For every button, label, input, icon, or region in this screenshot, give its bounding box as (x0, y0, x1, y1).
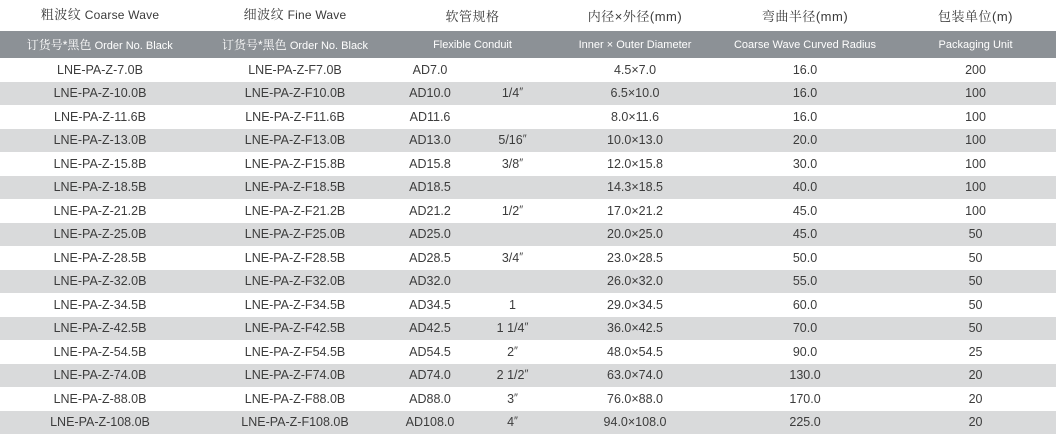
cell-inch-size: 1 1/4″ (470, 317, 555, 341)
cell-packaging-unit: 20 (895, 364, 1056, 388)
cell-fine-order-no: LNE-PA-Z-F34.5B (200, 293, 390, 317)
inch-mark: ″ (524, 321, 528, 333)
cell-packaging-unit: 100 (895, 82, 1056, 106)
table-row (0, 199, 1056, 223)
cell-fine-order-no: LNE-PA-Z-F74.0B (200, 364, 390, 388)
cell-curved-radius: 55.0 (715, 270, 895, 294)
table-row (0, 317, 1056, 341)
cell-coarse-order-no: LNE-PA-Z-28.5B (0, 246, 200, 270)
cell-coarse-order-no: LNE-PA-Z-25.0B (0, 223, 200, 247)
inch-mark: ″ (519, 157, 523, 169)
subheader-curved-radius (715, 31, 895, 59)
inch-mark: ″ (519, 204, 523, 216)
cell-curved-radius: 16.0 (715, 58, 895, 82)
cell-coarse-order-no: LNE-PA-Z-32.0B (0, 270, 200, 294)
cell-packaging-unit: 20 (895, 411, 1056, 434)
cell-flexible-conduit: AD7.0 (390, 58, 470, 82)
cell-flexible-conduit: AD21.2 (390, 199, 470, 223)
header-curved-radius (715, 0, 895, 31)
inch-mark: ″ (519, 251, 523, 263)
cell-diameter: 36.0×42.5 (555, 317, 715, 341)
cell-flexible-conduit: AD11.6 (390, 105, 470, 129)
subheader-coarse-order-no (0, 31, 200, 59)
cell-flexible-conduit: AD88.0 (390, 387, 470, 411)
cell-coarse-order-no: LNE-PA-Z-11.6B (0, 105, 200, 129)
cell-inch-size: 4″ (470, 411, 555, 434)
cell-fine-order-no: LNE-PA-Z-F108.0B (200, 411, 390, 434)
cell-fine-order-no: LNE-PA-Z-F54.5B (200, 340, 390, 364)
cell-diameter: 20.0×25.0 (555, 223, 715, 247)
cell-coarse-order-no: LNE-PA-Z-108.0B (0, 411, 200, 434)
cell-packaging-unit: 100 (895, 129, 1056, 153)
header-flexible-conduit (390, 0, 555, 31)
table-row (0, 129, 1056, 153)
cell-flexible-conduit: AD108.0 (390, 411, 470, 434)
subheader-curved-radius-en: Coarse Wave Curved Radius (734, 39, 876, 51)
cell-inch-size: 3/8″ (470, 152, 555, 176)
cell-flexible-conduit: AD18.5 (390, 176, 470, 200)
header-packaging-unit (895, 0, 1056, 31)
cell-curved-radius: 16.0 (715, 105, 895, 129)
cell-curved-radius: 225.0 (715, 411, 895, 434)
inch-mark: ″ (524, 368, 528, 380)
cell-packaging-unit: 100 (895, 152, 1056, 176)
cell-flexible-conduit: AD15.8 (390, 152, 470, 176)
table-row (0, 105, 1056, 129)
header-curved-radius-cn: 弯曲半径(mm) (762, 9, 848, 24)
cell-fine-order-no: LNE-PA-Z-F28.5B (200, 246, 390, 270)
cell-packaging-unit: 50 (895, 270, 1056, 294)
cell-fine-order-no: LNE-PA-Z-F15.8B (200, 152, 390, 176)
subheader-coarse-order-no-en: Order No. Black (95, 40, 173, 52)
cell-diameter: 4.5×7.0 (555, 58, 715, 82)
table-row (0, 293, 1056, 317)
cell-packaging-unit: 25 (895, 340, 1056, 364)
cell-fine-order-no: LNE-PA-Z-F11.6B (200, 105, 390, 129)
header-coarse-wave (0, 0, 200, 31)
cell-diameter: 17.0×21.2 (555, 199, 715, 223)
table-row (0, 246, 1056, 270)
inch-mark: ″ (514, 392, 518, 404)
inch-mark: ″ (514, 345, 518, 357)
table-header-top-row (0, 0, 1056, 31)
cell-fine-order-no: LNE-PA-Z-F7.0B (200, 58, 390, 82)
cell-inch-size: 1 (470, 293, 555, 317)
cell-curved-radius: 50.0 (715, 246, 895, 270)
cell-flexible-conduit: AD74.0 (390, 364, 470, 388)
table-row (0, 364, 1056, 388)
cell-inch-size (470, 105, 555, 129)
cell-flexible-conduit: AD34.5 (390, 293, 470, 317)
cell-diameter: 63.0×74.0 (555, 364, 715, 388)
header-coarse-wave-en: Coarse Wave (85, 8, 159, 22)
table-row (0, 176, 1056, 200)
cell-inch-size (470, 270, 555, 294)
cell-curved-radius: 30.0 (715, 152, 895, 176)
cell-flexible-conduit: AD13.0 (390, 129, 470, 153)
cell-diameter: 14.3×18.5 (555, 176, 715, 200)
cell-curved-radius: 40.0 (715, 176, 895, 200)
cell-coarse-order-no: LNE-PA-Z-42.5B (0, 317, 200, 341)
table-row (0, 411, 1056, 434)
cell-inch-size (470, 176, 555, 200)
cell-curved-radius: 45.0 (715, 223, 895, 247)
subheader-diameter-en: Inner × Outer Diameter (579, 39, 692, 51)
cell-inch-size (470, 223, 555, 247)
subheader-flexible-conduit-en: Flexible Conduit (433, 39, 512, 51)
cell-packaging-unit: 50 (895, 317, 1056, 341)
cell-inch-size: 2 1/2″ (470, 364, 555, 388)
cell-coarse-order-no: LNE-PA-Z-54.5B (0, 340, 200, 364)
cell-diameter: 94.0×108.0 (555, 411, 715, 434)
cell-fine-order-no: LNE-PA-Z-F18.5B (200, 176, 390, 200)
header-packaging-unit-cn: 包装单位(m) (938, 9, 1013, 24)
cell-curved-radius: 60.0 (715, 293, 895, 317)
cell-inch-size: 1/4″ (470, 82, 555, 106)
cell-flexible-conduit: AD28.5 (390, 246, 470, 270)
cell-diameter: 29.0×34.5 (555, 293, 715, 317)
subheader-coarse-order-no-cn: 订货号*黑色 (27, 38, 92, 52)
subheader-diameter (555, 31, 715, 59)
cell-packaging-unit: 50 (895, 293, 1056, 317)
inch-mark: ″ (519, 86, 523, 98)
cell-coarse-order-no: LNE-PA-Z-13.0B (0, 129, 200, 153)
cell-packaging-unit: 50 (895, 223, 1056, 247)
cell-diameter: 76.0×88.0 (555, 387, 715, 411)
cell-inch-size (470, 58, 555, 82)
cell-fine-order-no: LNE-PA-Z-F32.0B (200, 270, 390, 294)
header-flexible-conduit-cn: 软管规格 (446, 9, 500, 24)
cell-flexible-conduit: AD25.0 (390, 223, 470, 247)
cell-packaging-unit: 50 (895, 246, 1056, 270)
header-diameter-cn: 内径×外径(mm) (588, 9, 682, 24)
cell-curved-radius: 170.0 (715, 387, 895, 411)
table-header-sub-row (0, 31, 1056, 59)
table-body (0, 58, 1056, 434)
subheader-fine-order-no-cn: 订货号*黑色 (222, 38, 287, 52)
cell-coarse-order-no: LNE-PA-Z-88.0B (0, 387, 200, 411)
table-row (0, 82, 1056, 106)
cell-diameter: 8.0×11.6 (555, 105, 715, 129)
cell-curved-radius: 20.0 (715, 129, 895, 153)
cell-packaging-unit: 20 (895, 387, 1056, 411)
header-fine-wave (200, 0, 390, 31)
cell-diameter: 12.0×15.8 (555, 152, 715, 176)
inch-mark: ″ (514, 415, 518, 427)
subheader-fine-order-no-en: Order No. Black (290, 40, 368, 52)
cell-fine-order-no: LNE-PA-Z-F42.5B (200, 317, 390, 341)
cell-diameter: 48.0×54.5 (555, 340, 715, 364)
subheader-packaging-unit-en: Packaging Unit (939, 39, 1013, 51)
cell-packaging-unit: 100 (895, 176, 1056, 200)
header-diameter (555, 0, 715, 31)
cell-curved-radius: 16.0 (715, 82, 895, 106)
cell-curved-radius: 90.0 (715, 340, 895, 364)
table-row (0, 387, 1056, 411)
cell-coarse-order-no: LNE-PA-Z-34.5B (0, 293, 200, 317)
cell-diameter: 10.0×13.0 (555, 129, 715, 153)
cell-packaging-unit: 200 (895, 58, 1056, 82)
cell-coarse-order-no: LNE-PA-Z-7.0B (0, 58, 200, 82)
cell-fine-order-no: LNE-PA-Z-F10.0B (200, 82, 390, 106)
cell-inch-size: 2″ (470, 340, 555, 364)
cell-inch-size: 1/2″ (470, 199, 555, 223)
cell-flexible-conduit: AD32.0 (390, 270, 470, 294)
subheader-flexible-conduit (390, 31, 555, 59)
header-coarse-wave-cn: 粗波纹 (41, 7, 82, 22)
cell-flexible-conduit: AD10.0 (390, 82, 470, 106)
cell-inch-size: 3/4″ (470, 246, 555, 270)
cell-coarse-order-no: LNE-PA-Z-15.8B (0, 152, 200, 176)
cell-inch-size: 5/16″ (470, 129, 555, 153)
cell-coarse-order-no: LNE-PA-Z-74.0B (0, 364, 200, 388)
cell-diameter: 23.0×28.5 (555, 246, 715, 270)
cell-coarse-order-no: LNE-PA-Z-18.5B (0, 176, 200, 200)
table-row (0, 223, 1056, 247)
table-row (0, 152, 1056, 176)
cell-fine-order-no: LNE-PA-Z-F25.0B (200, 223, 390, 247)
cell-curved-radius: 45.0 (715, 199, 895, 223)
cell-diameter: 6.5×10.0 (555, 82, 715, 106)
cell-curved-radius: 130.0 (715, 364, 895, 388)
table-row (0, 58, 1056, 82)
table-row (0, 270, 1056, 294)
table-row (0, 340, 1056, 364)
subheader-fine-order-no (200, 31, 390, 59)
cell-coarse-order-no: LNE-PA-Z-21.2B (0, 199, 200, 223)
inch-mark: ″ (523, 133, 527, 145)
cell-flexible-conduit: AD42.5 (390, 317, 470, 341)
cell-coarse-order-no: LNE-PA-Z-10.0B (0, 82, 200, 106)
cell-packaging-unit: 100 (895, 105, 1056, 129)
cell-flexible-conduit: AD54.5 (390, 340, 470, 364)
subheader-packaging-unit (895, 31, 1056, 59)
cell-diameter: 26.0×32.0 (555, 270, 715, 294)
cell-packaging-unit: 100 (895, 199, 1056, 223)
cell-inch-size: 3″ (470, 387, 555, 411)
cell-fine-order-no: LNE-PA-Z-F21.2B (200, 199, 390, 223)
header-fine-wave-en: Fine Wave (288, 8, 347, 22)
cell-curved-radius: 70.0 (715, 317, 895, 341)
cell-fine-order-no: LNE-PA-Z-F13.0B (200, 129, 390, 153)
header-fine-wave-cn: 细波纹 (244, 7, 285, 22)
cell-fine-order-no: LNE-PA-Z-F88.0B (200, 387, 390, 411)
